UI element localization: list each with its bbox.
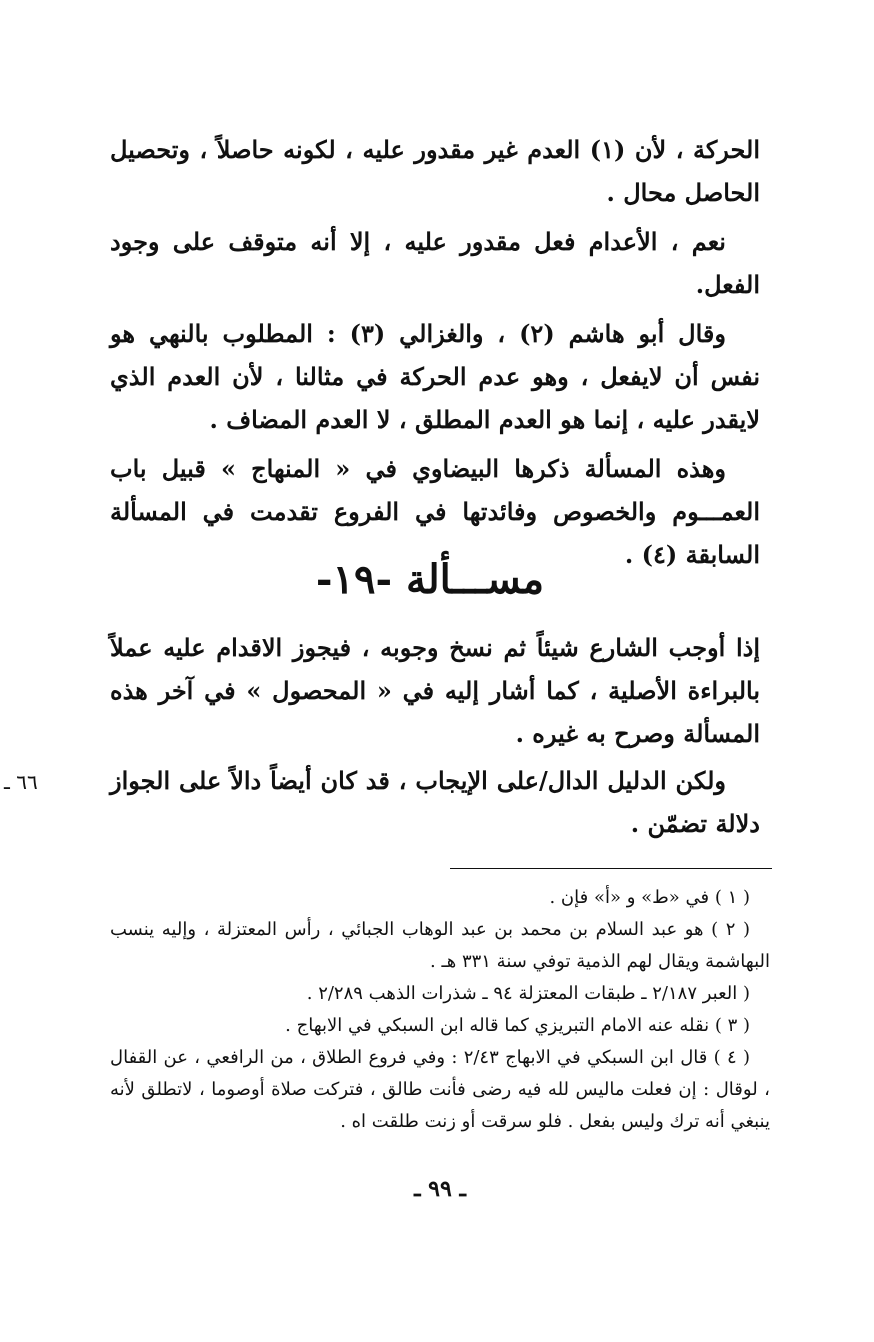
section-paragraph-2: ولكن الدليل الدال/على الإيجاب ، قد كان أيضاً دالاً على الجواز دلالة تضمّن .	[110, 766, 760, 838]
section-heading: مســـألة -١٩-	[315, 556, 545, 603]
paragraph-4: وهذه المسألة ذكرها البيضاوي في « المنهاج » قبيل باب العمـــوم والخصوص وفائدتها في الفروع تقدمت في المسألة السابقة (٤) .	[110, 454, 760, 569]
footnote-3: ( ٣ ) نقله عنه الامام التبريزي كما قاله ابن السبكي في الابهاج .	[285, 1015, 750, 1036]
footnote-2: ( ٢ ) هو عبد السلام بن محمد بن عبد الوهاب الجبائي ، رأس المعتزلة ، وإليه ينسب البهاشمة ويقال لهم الذمية توفي سنة ٣٣١ هـ .	[110, 919, 770, 972]
main-text-top	[110, 128, 760, 576]
margin-page-reference: ٦٦ ـ	[4, 770, 38, 794]
footnotes	[110, 882, 770, 1138]
main-text-bottom	[110, 626, 760, 845]
footnote-divider	[450, 868, 772, 869]
paragraph-1: الحركة ، لأن (١) العدم غير مقدور عليه ، لكونه حاصلاً ، وتحصيل الحاصل محال .	[110, 135, 760, 207]
footnote-4: ( ٤ ) قال ابن السبكي في الابهاج ٢/٤٣ : وفي فروع الطلاق ، من الرافعي ، عن القفال ، لوقال : إن فعلت ماليس لله فيه رضى فأنت طالق ، فتركت صلاة أوصوما ، لاتطلق لأنه ينبغي أنه ترك وليس بفعل . فلو سرقت أو زنت طلقت اه .	[110, 1047, 770, 1132]
page-number: ـ ٩٩ ـ	[414, 1176, 466, 1202]
paragraph-2: نعم ، الأعدام فعل مقدور عليه ، إلا أنه متوقف على وجود الفعل.	[110, 227, 760, 299]
section-paragraph-1: إذا أوجب الشارع شيئاً ثم نسخ وجوبه ، فيجوز الاقدام عليه عملاً بالبراءة الأصلية ، كما أشار إليه في « المحصول » في آخر هذه المسألة وصرح به غيره .	[110, 633, 760, 748]
footnote-1: ( ١ ) في «ط» و «أ» فإن .	[549, 887, 750, 908]
footnote-2-references: ( العبر ٢/١٨٧ ـ طبقات المعتزلة ٩٤ ـ شذرات الذهب ٢/٢٨٩ .	[306, 983, 750, 1004]
paragraph-3: وقال أبو هاشم (٢) ، والغزالي (٣) : المطلوب بالنهي هو نفس أن لايفعل ، وهو عدم الحركة في مثالنا ، لأن العدم الذي لايقدر عليه ، إنما هو العدم المطلق ، لا العدم المضاف .	[110, 319, 760, 434]
